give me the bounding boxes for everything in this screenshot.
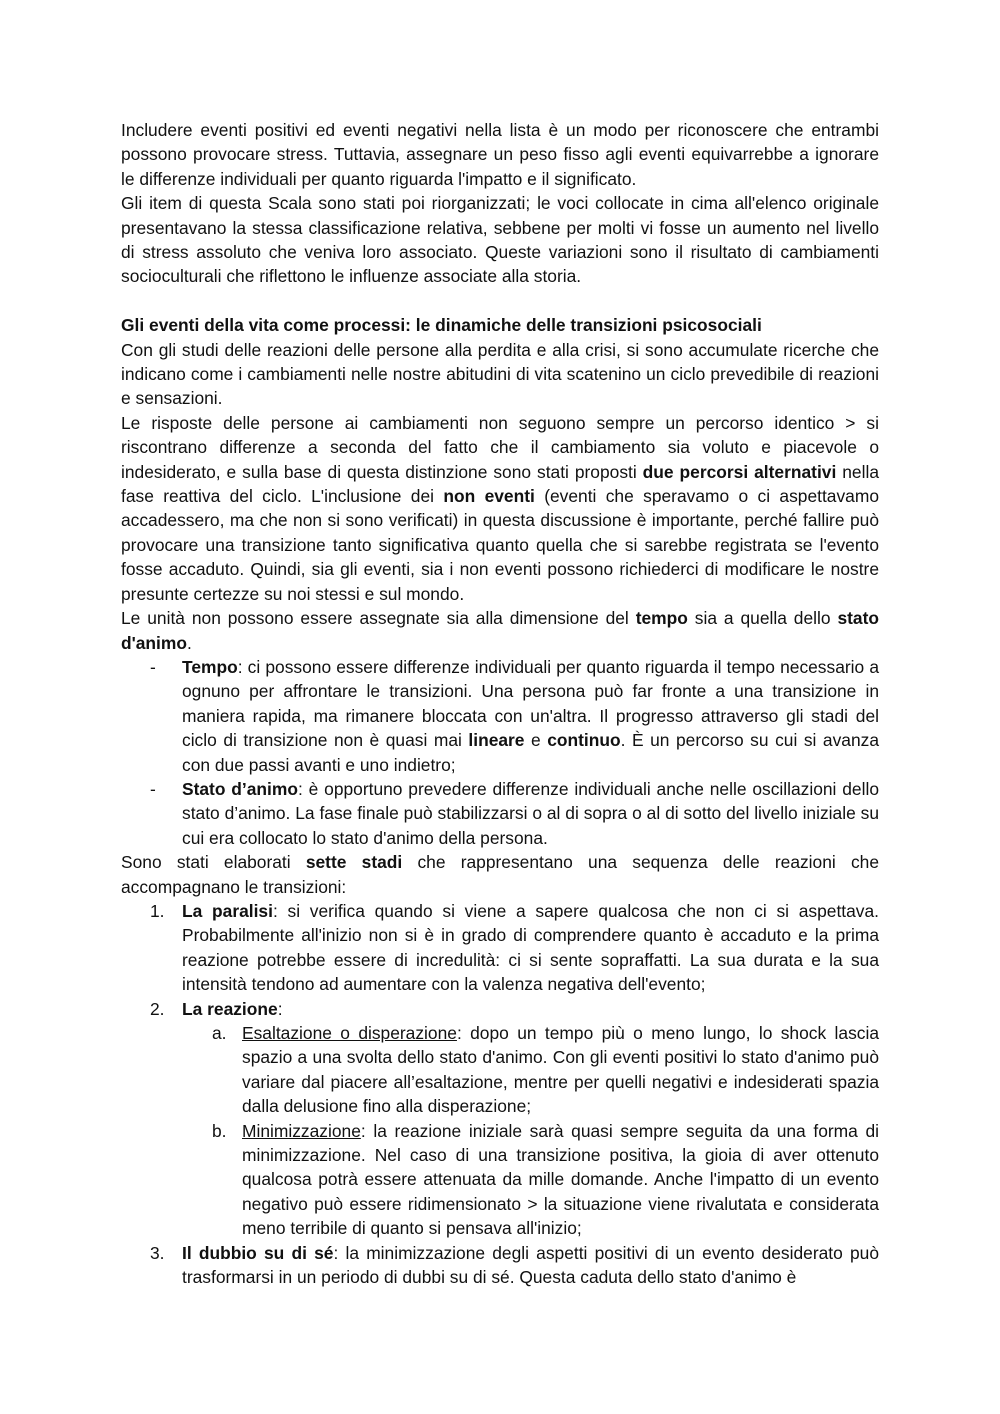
section-heading: Gli eventi della vita come processi: le dinamiche delle transizioni psicosociali — [121, 315, 762, 336]
list-item-paralisi: 1. La paralisi: si verifica quando si viene a sapere qualcosa che non ci si aspettava. Probabilmente all'inizio non si è in grado di comprendere quanto è accaduto e la prima reazione potrebbe essere di incredulità: ci si sente sopraffatti. La sua durata e la sua intensità tendono ad aumentare con la valenza negativa dell'evento; — [150, 900, 880, 995]
paragraph-responses: Le risposte delle persone ai cambiamenti non seguono sempre un percorso identico > si riscontrano differenze a seconda del fatto che il cambiamento sia voluto e piacevole o indesiderato, e sulla base di questa distinzione sono stati proposti due percorsi alternativi nella fase reattiva del ciclo. L'inclusione dei non eventi (eventi che speravamo o ci aspettavamo accadessero, ma che non si sono verificati) in questa discussione è importante, perché fallire può provocare una transizione tanto significativa quanto quella che si sarebbe registrata se l'evento fosse accaduto. Quindi, sia gli eventi, sia i non eventi possono richiederci di modificare le nostre presunte certezze su noi stessi e sul mondo. — [121, 412, 879, 604]
list-number: 3. — [150, 1242, 165, 1263]
paragraph-scale-items: Gli item di questa Scala sono stati poi riorganizzati; le voci collocate in cima all'elenco originale presentavano la stessa classificazione relativa, sebbene per molti vi fosse un aumento nel livello di stress assoluto che veniva loro associato. Queste variazioni sono il risultato di cambiamenti socioculturali che riflettono le influenze associate alla storia. — [121, 193, 879, 287]
dash-marker: - — [150, 656, 156, 677]
dash-marker: - — [150, 778, 156, 799]
sublist-item-esaltazione: a. Esaltazione o disperazione: dopo un tempo più o meno lungo, lo shock lascia spazio a una svolta dello stato d'animo. Con gli eventi positivi lo stato d'animo può variare dal piacere all’esaltazione, mentre per quelli negativi e indesiderati spazia dalla delusione fino alla disperazione; — [212, 1023, 879, 1117]
paragraph-intro: Includere eventi positivi ed eventi negativi nella lista è un modo per riconoscere che entrambi possono provocare stress. Tuttavia, assegnare un peso fisso agli eventi equivarrebbe a ignorare le differenze individuali per quanto riguarda l'impatto e il significato. — [121, 120, 879, 189]
list-item-tempo: - Tempo: ci possono essere differenze individuali per quanto riguarda il tempo necessario a ognuno per affrontare le transizioni. Una persona può far fronte a una transizione in maniera rapida, ma rimanere bloccata con un'altra. Il progresso attraverso gli stadi del ciclo di transizione non è quasi mai lineare e continuo. È un percorso su cui si avanza con due passi avanti e uno indietro; — [150, 656, 879, 775]
paragraph-units: Le unità non possono essere assegnate sia alla dimensione del tempo sia a quella dello stato d'animo. — [121, 608, 879, 653]
sublist-item-minimizzazione: b. Minimizzazione: la reazione iniziale sarà quasi sempre seguita da una forma di minimizzazione. Nel caso di una transizione positiva, la gioia di aver ottenuto qualcosa potrà essere attenuata da mille domande. Anche l'impatto di un evento negativo può essere ridimensionato > la situazione viene rivalutata e considerata meno terribile di quanto si pensava all'inizio; — [212, 1120, 879, 1239]
document-page — [121, 118, 879, 1289]
list-item-reazione: 2. La reazione: — [121, 997, 879, 1021]
list-item-stato-animo: - Stato d’animo: è opportuno prevedere differenze individuali anche nelle oscillazioni dello stato d’animo. La fase finale può stabilizzarsi o al di sopra o al di sotto del livello iniziale su cui era collocato lo stato d'animo della persona. — [150, 778, 879, 848]
list-letter: a. — [212, 1023, 227, 1044]
paragraph-studies: Con gli studi delle reazioni delle persone alla perdita e alla crisi, si sono accumulate ricerche che indicano come i cambiamenti nelle nostre abitudini di vita scatenino un ciclo prevedibile di reazioni e sensazioni. — [121, 339, 879, 409]
paragraph-gap — [121, 289, 879, 313]
list-number: 2. — [150, 998, 165, 1019]
paragraph-seven-stages: Sono stati elaborati sette stadi che rappresentano una sequenza delle reazioni che accompagnano le transizioni: — [121, 852, 880, 897]
list-letter: b. — [212, 1120, 227, 1141]
list-item-dubbio: 3. Il dubbio su di sé: la minimizzazione degli aspetti positivi di un evento desiderato può trasformarsi in un periodo di dubbi su di sé. Questa caduta dello stato d'animo è — [150, 1242, 879, 1288]
list-number: 1. — [150, 900, 165, 921]
